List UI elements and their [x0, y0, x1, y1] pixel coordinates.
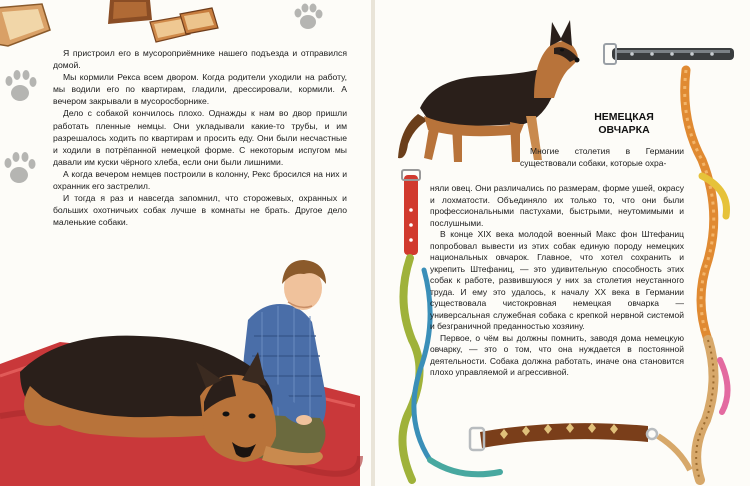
paw-print-icon [3, 148, 37, 188]
collar-icon [470, 423, 648, 450]
article-paragraph: няли овец. Они различались по размерам, форме ушей, окрасу и лохматости. Объединяло их только то, что они были профессиональными пастухами, быстрыми, неутомимыми и послушными. [430, 183, 684, 228]
article-intro [520, 146, 684, 169]
bread-icon [0, 0, 230, 50]
title-line: ОВЧАРКА [598, 124, 650, 136]
article-title [580, 111, 668, 137]
collar-icon [604, 44, 734, 64]
story-paragraph: Дело с собакой кончилось плохо. Однажды к нам во двор пришли работать пленные немцы. Они укладывали какие-то трубы, и им разрешалось ходить по квартирам и просить еду. Они были несчастные и ходили в потрёпанной немецкой форме. С некоторым испугом мы давали им куски чёрного хлеба, если они были лишними. [53, 108, 347, 167]
boy-and-dog-illustration [0, 246, 371, 486]
article-text [430, 183, 684, 379]
article-paragraph: В конце XIX века молодой военный Макс фон Штефаниц попробовал вывести из этих собак единую породу немецких национальных овчарок. Главное, что хотел сохранить и укрепить Штефаниц, — это удивительную способность этих собак к работе, развившуюся у них за столетия неустанного труда. И ему это удалось, к началу XX века в Германии существовала чистокровная немецкая овчарка — универсальная служебная собака с крепкой нервной системой и безграничной преданностью хозяину. [430, 229, 684, 331]
story-paragraph: А когда вечером немцев построили в колонну, Рекс бросился на них и охранник его застрелил. [53, 168, 347, 192]
collar-icon [402, 170, 420, 255]
article-paragraph: Первое, о чём вы должны помнить, заводя дома немецкую овчарку, — это о том, что она нуждается в постоянной деятельности. Собака должна работать, иначе она становится плохо управляемой и агрессивной. [430, 332, 684, 377]
story-paragraph: Я пристроил его в мусороприёмнике нашего подъезда и отправился домой. [53, 48, 347, 71]
story-text [53, 47, 347, 228]
story-paragraph: Мы кормили Рекса всем двором. Когда родители уходили на работу, мы водили его по квартирам, гладили, дрессировали, кормили. А вечером закрывали в мусоросборнике. [53, 72, 347, 107]
paw-print-icon [290, 2, 326, 32]
leash-icon [696, 340, 713, 480]
article-paragraph: Многие столетия в Германии существовали собаки, которые охра- [520, 146, 684, 168]
story-paragraph: И тогда я раз и навсегда запомнил, что сторожевых, охранных и больших охотничьих собак лучше в комнаты не брать. Другое дело маленькие собаки. [53, 193, 347, 228]
paw-print-icon [4, 66, 38, 106]
leash-icon [402, 258, 419, 480]
leash-icon [685, 70, 714, 340]
title-line: НЕМЕЦКАЯ [594, 111, 654, 123]
